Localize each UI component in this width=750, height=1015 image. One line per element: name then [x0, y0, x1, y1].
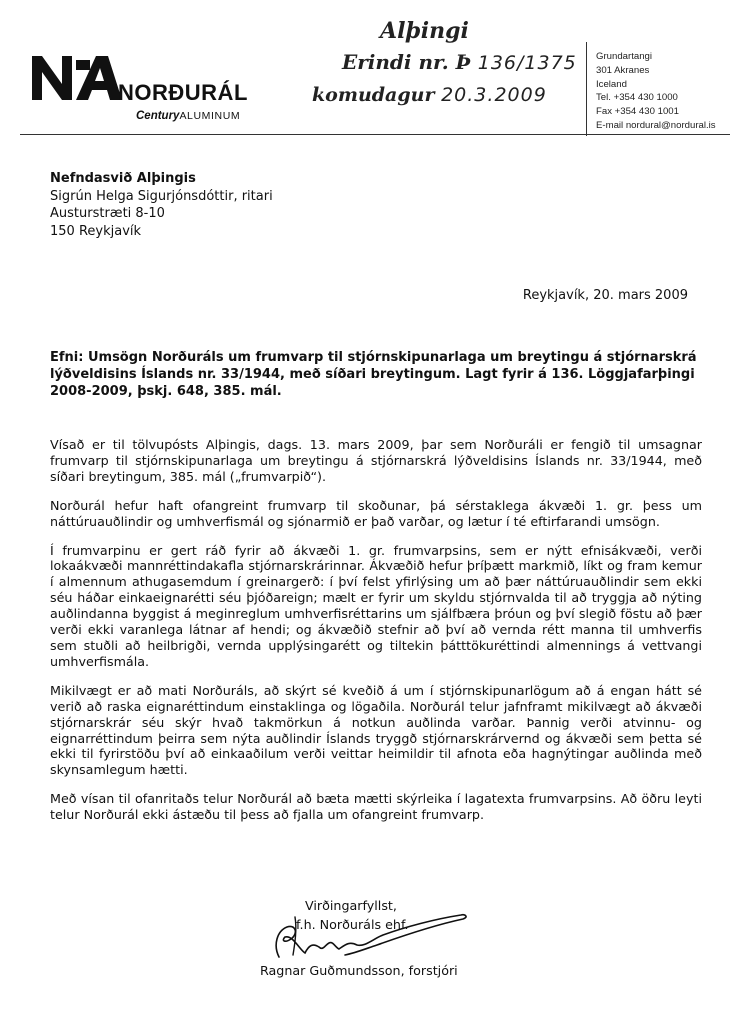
recipient-line: Austurstræti 8-10	[50, 206, 165, 222]
received-stamp	[310, 10, 580, 110]
body-paragraph: Norðurál hefur haft ofangreint frumvarp til skoðunar, þá sérstaklega ákvæði 1. gr. þess um náttúruauðlindir og umhverfismál og sjónarmið er það varðar, og lætur í té eftirfarandi umsögn.	[50, 497, 702, 529]
stamp-case-label: Erindi nr. Þ	[342, 50, 471, 74]
parent-brand-suffix: ALUMINUM	[179, 110, 241, 122]
recipient-line: Sigrún Helga Sigurjónsdóttir, ritari	[50, 188, 273, 204]
parent-brand	[136, 110, 240, 122]
stamp-case-value: 136/1375	[477, 52, 577, 74]
recipient-name: Nefndasvið Alþingis	[50, 171, 196, 186]
body-paragraph: Vísað er til tölvupósts Alþingis, dags. 13. mars 2009, þar sem Norðuráli er fengið til umsagnar frumvarp til stjórnskipunarlaga um breytingu á stjórnarskrá lýðveldisins Íslands nr. 33/1944, með síðari breytingum, 385. mál („frumvarpið“).	[50, 437, 702, 484]
address-line: Iceland	[596, 78, 627, 90]
stamp-case-number	[342, 50, 577, 74]
address-line: Grundartangi	[596, 51, 652, 62]
company-wordmark: NORÐURÁL	[118, 80, 248, 105]
stamp-date-label: komudagur	[312, 84, 435, 106]
body-paragraph: Í frumvarpinu er gert ráð fyrir að ákvæði 1. gr. frumvarpsins, sem er nýtt efnisákvæði, verði lokaákvæði mannréttindakafla stjórnarskrárinnar. Ákvæðið hefur þríþætt markmið, líkt og fram kemur í almennum athugasemdum í greinargerð: í því felst yfirlýsing um að þær náttúruauðlindir sem ekki séu háðar einkaeignarétti séu þjóðareign; mælt er fyrir um skyldu stjórnvalda til að tryggja að nýting auðlindanna byggist á meginreglum umhverfisréttarins um sjálfbæra þróun og því slegið föstu að þær verði ekki varanlega látnar af hendi; og ákvæðið stefnir að því að vernda rétt manna til umhverfis sem stuðli að heilbrigði, vernda upplýsingarétt og tiltekin þátttökuréttindi almennings á vettvangi umhverfismála.	[50, 542, 702, 669]
body-paragraph: Mikilvægt er að mati Norðuráls, að skýrt sé kveðið á um í stjórnskipunarlögum að á engan hátt sé verið að raska eignaréttindum einstaklinga og lögaðila. Norðurál telur jafnframt mikilvægt að ákvæði stjórnarskrár séu skýr hvað takmörkun á notkun auðlinda varðar. Þannig verði atvinnu- og eignarréttindum þeirra sem nýta auðlindir Íslands tryggð stjórnarskrárvernd og ákvæði sem þetta sé ekki til fyrirstöðu því að einkaaðilum verði veittar heimildir til afnota eða hagnýtingar auðlinda með skynsamlegum hætti.	[50, 682, 702, 778]
stamp-received-date	[312, 84, 547, 106]
address-line: Tel. +354 430 1000	[596, 92, 678, 104]
parent-brand-name: Century	[136, 110, 180, 122]
recipient-block	[50, 170, 273, 240]
letter-date: Reykjavík, 20. mars 2009	[522, 288, 688, 303]
address-line: E-mail nordural@nordural.is	[596, 119, 716, 131]
stamp-title: Alþingi	[380, 18, 469, 44]
address-line: Fax +354 430 1001	[596, 106, 679, 118]
letter-subject: Efni: Umsögn Norðuráls um frumvarp til stjórnskipunarlaga um breytingu á stjórnarskrá lýðveldisins Íslands nr. 33/1944, með síðari breytingum. Lagt fyrir á 136. Löggjafarþingi 2008-2009, þskj. 648, 385. mál.	[50, 350, 697, 400]
signer-name: Ragnar Guðmundsson, forstjóri	[260, 963, 458, 978]
letterhead-divider-vertical	[586, 42, 587, 136]
nordural-logo-icon	[30, 52, 126, 102]
company-address	[596, 50, 716, 133]
closing-greeting: Virðingarfyllst,	[305, 898, 397, 913]
closing-company: f.h. Norðuráls ehf.	[296, 917, 409, 932]
recipient-line: 150 Reykjavík	[50, 223, 142, 239]
address-line: 301 Akranes	[596, 64, 650, 76]
letter-body	[50, 437, 702, 836]
handwritten-signature	[265, 905, 485, 965]
letterhead-divider	[20, 134, 730, 135]
stamp-date-value: 20.3.2009	[441, 84, 547, 106]
body-paragraph: Með vísan til ofanritaðs telur Norðurál að bæta mætti skýrleika í lagatexta frumvarpsins. Að öðru leyti telur Norðurál ekki ástæðu til þess að fjalla um ofangreint frumvarp.	[50, 791, 702, 823]
